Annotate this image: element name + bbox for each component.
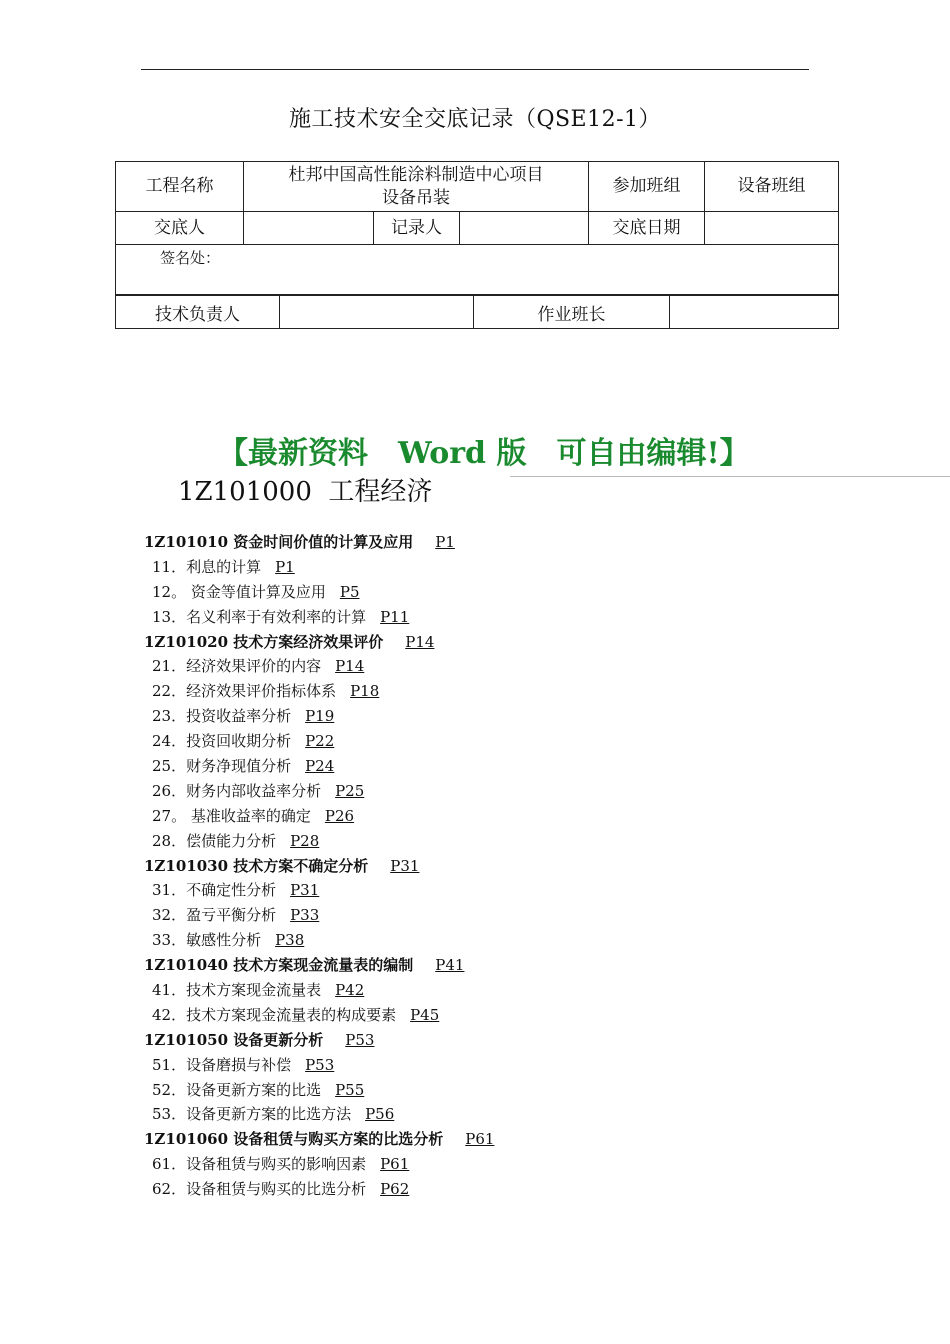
toc-item <box>144 704 494 729</box>
toc-page-link[interactable]: P62 <box>380 1180 410 1199</box>
toc-entry-text: 41．技术方案现金流量表 <box>152 981 322 1000</box>
toc-entry-text: 53．设备更新方案的比选方法 <box>152 1105 352 1124</box>
toc-page-link[interactable]: P11 <box>380 607 410 626</box>
toc-page-link[interactable]: P19 <box>305 707 335 726</box>
toc-heading: 1Z101000 工程经济 <box>178 477 433 507</box>
tech-lead-label: 技术负责人 <box>116 296 280 329</box>
toc-entry-text: 22．经济效果评价指标体系 <box>152 682 337 701</box>
toc-item <box>144 580 494 605</box>
toc-page-link[interactable]: P53 <box>305 1055 335 1074</box>
toc-item <box>144 1152 494 1177</box>
toc-page-link[interactable]: P28 <box>290 831 320 850</box>
toc-entry-text: 1Z101030 技术方案不确定分析 <box>144 856 369 875</box>
recorder-value <box>460 212 589 245</box>
toc-entry-text: 13．名义利率于有效利率的计算 <box>152 607 367 626</box>
toc-page-link[interactable]: P56 <box>365 1105 395 1124</box>
toc-section <box>144 1028 494 1053</box>
toc-page-link[interactable]: P42 <box>335 981 365 1000</box>
toc-page-link[interactable]: P53 <box>345 1030 375 1049</box>
foreman-value <box>670 296 839 329</box>
toc-entry-text: 31．不确定性分析 <box>152 881 277 900</box>
date-label: 交底日期 <box>589 212 705 245</box>
toc-item <box>144 1053 494 1078</box>
toc-item <box>144 654 494 679</box>
recorder-label: 记录人 <box>374 212 460 245</box>
toc-page-link[interactable]: P14 <box>405 632 435 651</box>
toc-entry-text: 32．盈亏平衡分析 <box>152 906 277 925</box>
toc-page-link[interactable]: P25 <box>335 781 365 800</box>
toc-item <box>144 829 494 854</box>
signature-label: 签名处： <box>160 249 221 267</box>
toc-item <box>144 754 494 779</box>
toc-section <box>144 1127 494 1152</box>
toc-item <box>144 1003 494 1028</box>
toc-section <box>144 530 494 555</box>
briefer-value <box>244 212 374 245</box>
project-name-value: 杜邦中国高性能涂料制造中心项目 设备吊装 <box>244 162 589 212</box>
toc-page-link[interactable]: P61 <box>465 1130 495 1149</box>
toc-section <box>144 630 494 655</box>
toc-page-link[interactable]: P1 <box>275 557 295 576</box>
toc-item <box>144 1177 494 1202</box>
toc-entry-text: 1Z101060 设备租赁与购买方案的比选分析 <box>144 1130 444 1149</box>
toc-entry-text: 11．利息的计算 <box>152 557 262 576</box>
signature-area <box>116 245 839 295</box>
toc-item <box>144 679 494 704</box>
toc-item <box>144 729 494 754</box>
toc-page-link[interactable]: P5 <box>339 582 360 601</box>
toc-entry-text: 1Z101050 设备更新分析 <box>144 1030 324 1049</box>
toc-page-link[interactable]: P31 <box>390 856 420 875</box>
toc-page-link[interactable]: P45 <box>410 1005 440 1024</box>
toc-page-link[interactable]: P41 <box>435 956 465 975</box>
toc-item <box>144 1102 494 1127</box>
toc-page-link[interactable]: P24 <box>305 757 335 776</box>
toc-entry-text: 33．敏感性分析 <box>152 931 262 950</box>
toc-entry-text: 21．经济效果评价的内容 <box>152 657 322 676</box>
toc-item <box>144 878 494 903</box>
toc-section <box>144 854 494 879</box>
toc-item <box>144 605 494 630</box>
toc-entry-text: 1Z101010 资金时间价值的计算及应用 <box>144 533 414 551</box>
toc-entry-text: 1Z101020 技术方案经济效果评价 <box>144 632 384 651</box>
toc-entry-text: 51．设备磨损与补偿 <box>152 1055 292 1074</box>
toc-item <box>144 978 494 1003</box>
toc-page-link[interactable]: P55 <box>335 1080 365 1099</box>
date-value <box>705 212 839 245</box>
toc-entry-text: 26．财务内部收益率分析 <box>152 781 322 800</box>
toc-item <box>144 928 494 953</box>
team-label: 参加班组 <box>589 162 705 212</box>
toc-page-link[interactable]: P22 <box>305 732 335 751</box>
project-name-label: 工程名称 <box>116 162 244 212</box>
toc-page-link[interactable]: P1 <box>435 533 455 551</box>
promo-banner: 【最新资料 Word 版 可自由编辑!】 <box>218 436 750 471</box>
tech-lead-value <box>280 296 474 329</box>
toc-item <box>144 1078 494 1103</box>
banner-rule <box>510 476 950 477</box>
toc-page-link[interactable]: P33 <box>290 906 320 925</box>
toc-entry-text: 1Z101040 技术方案现金流量表的编制 <box>144 956 414 975</box>
toc-entry-text: 52．设备更新方案的比选 <box>152 1080 322 1099</box>
toc-entry-text: 61．设备租赁与购买的影响因素 <box>152 1155 367 1174</box>
toc-page-link[interactable]: P14 <box>335 657 365 676</box>
form-title: 施工技术安全交底记录（QSE12-1） <box>288 107 662 132</box>
toc-entry-text: 12。 资金等值计算及应用 <box>152 582 326 601</box>
toc-entry-text: 28．偿债能力分析 <box>152 831 277 850</box>
briefer-label: 交底人 <box>116 212 244 245</box>
briefing-record-table <box>115 161 839 295</box>
toc-item <box>144 903 494 928</box>
toc-entry-text: 42．技术方案现金流量表的构成要素 <box>152 1005 397 1024</box>
toc-section <box>144 953 494 978</box>
toc-page-link[interactable]: P18 <box>350 682 380 701</box>
toc-page-link[interactable]: P26 <box>324 806 355 825</box>
team-value: 设备班组 <box>705 162 839 212</box>
toc-page-link[interactable]: P38 <box>275 931 305 950</box>
foreman-label: 作业班长 <box>474 296 670 329</box>
sign-off-table <box>115 295 839 329</box>
toc-item <box>144 804 494 829</box>
header-rule <box>141 69 809 70</box>
table-of-contents <box>144 530 494 1202</box>
toc-entry-text: 24．投资回收期分析 <box>152 732 292 751</box>
toc-page-link[interactable]: P31 <box>290 881 320 900</box>
toc-item <box>144 555 494 580</box>
toc-entry-text: 23．投资收益率分析 <box>152 707 292 726</box>
toc-page-link[interactable]: P61 <box>380 1155 410 1174</box>
toc-entry-text: 25．财务净现值分析 <box>152 757 292 776</box>
toc-item <box>144 779 494 804</box>
toc-entry-text: 27。 基准收益率的确定 <box>152 806 311 825</box>
toc-entry-text: 62．设备租赁与购买的比选分析 <box>152 1180 367 1199</box>
